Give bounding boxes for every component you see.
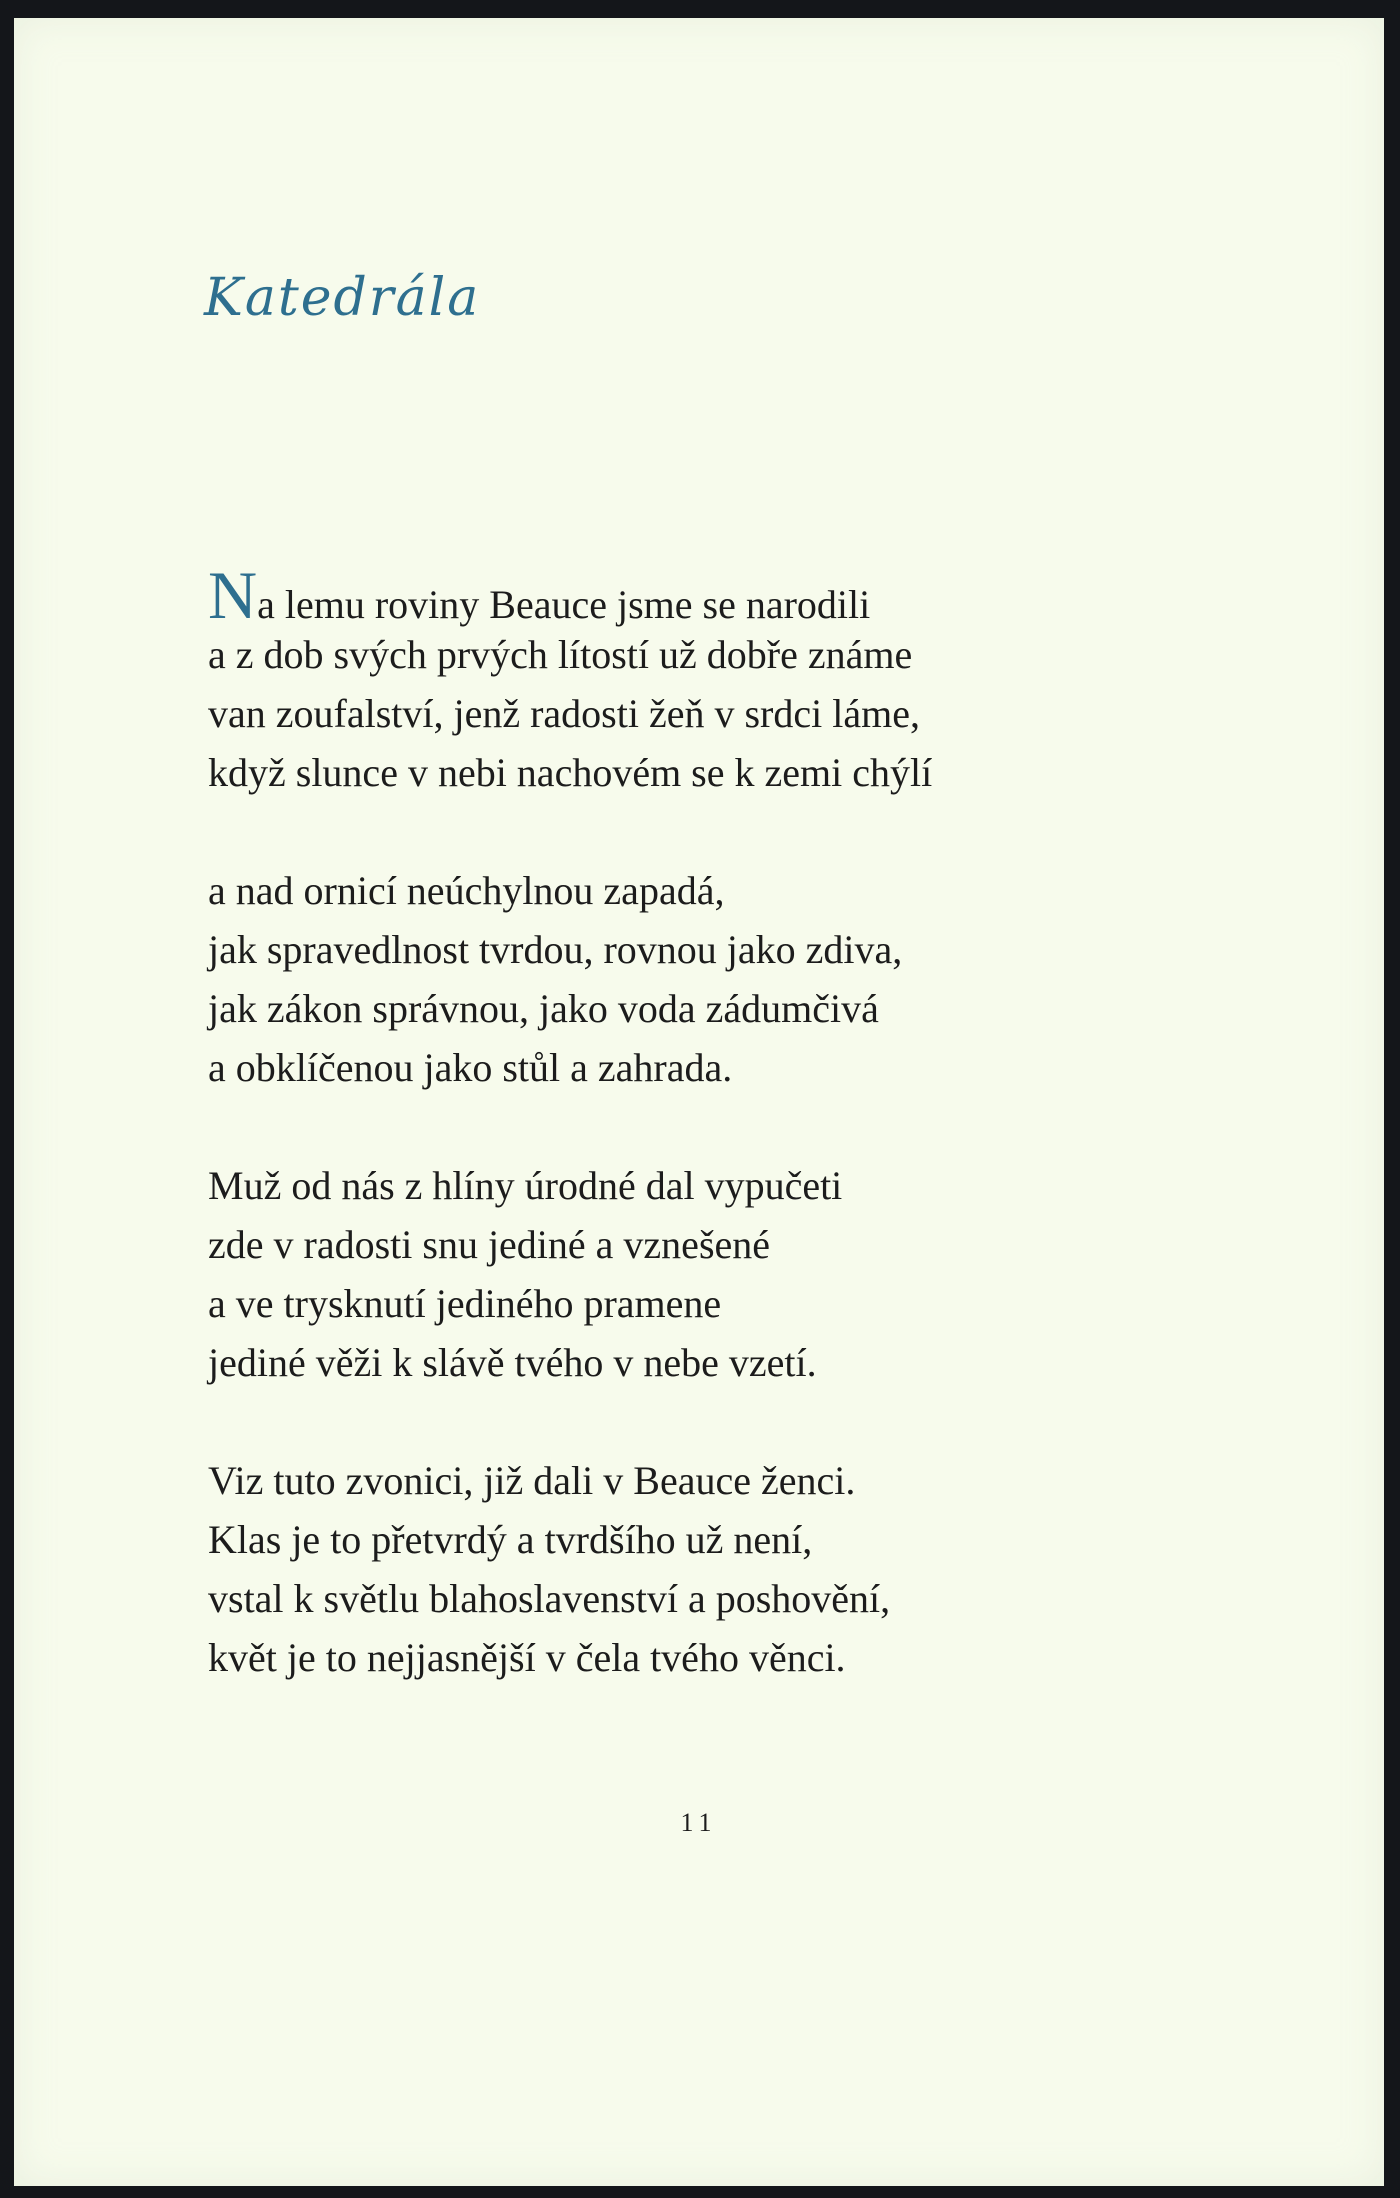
poem-line: vstal k světlu blahoslavenství a poshovění,	[208, 1576, 891, 1621]
poem-line: Klas je to přetvrdý a tvrdšího už není,	[208, 1517, 813, 1562]
poem-body	[208, 557, 1208, 1746]
stanza-4	[208, 1451, 1208, 1687]
poem-line: jak zákon správnou, jako voda zádumčivá	[208, 986, 879, 1031]
poem-line: Muž od nás z hlíny úrodné dal vypučeti	[208, 1163, 843, 1208]
stanza-1	[208, 557, 1208, 802]
poem-line: když slunce v nebi nachovém se k zemi chýlí	[208, 750, 933, 795]
poem-line: a obklíčenou jako stůl a zahrada.	[208, 1045, 733, 1090]
page-number: 11	[680, 1808, 718, 1837]
poem-line: jediné věži k slávě tvého v nebe vzetí.	[208, 1340, 817, 1385]
stanza-3	[208, 1156, 1208, 1392]
poem-line: a ve trysknutí jediného pramene	[208, 1281, 722, 1326]
poem-line: květ je to nejjasnější v čela tvého věnci.	[208, 1635, 846, 1680]
drop-cap: N	[208, 557, 258, 633]
poem-line	[208, 557, 1208, 633]
poem-line-text: a lemu roviny Beauce jsme se narodili	[257, 582, 871, 627]
poem-line: Viz tuto zvonici, již dali v Beauce ženci.	[208, 1458, 856, 1503]
stanza-2	[208, 861, 1208, 1097]
poem-line: van zoufalství, jenž radosti žeň v srdci láme,	[208, 691, 920, 736]
poem-line: a z dob svých prvých lítostí už dobře známe	[208, 632, 913, 677]
poem-title: Katedrála	[204, 268, 481, 328]
poem-line: zde v radosti snu jediné a vznešené	[208, 1222, 771, 1267]
book-page	[14, 18, 1384, 2186]
poem-line: jak spravedlnost tvrdou, rovnou jako zdiva,	[208, 927, 903, 972]
poem-line: a nad ornicí neúchylnou zapadá,	[208, 868, 725, 913]
